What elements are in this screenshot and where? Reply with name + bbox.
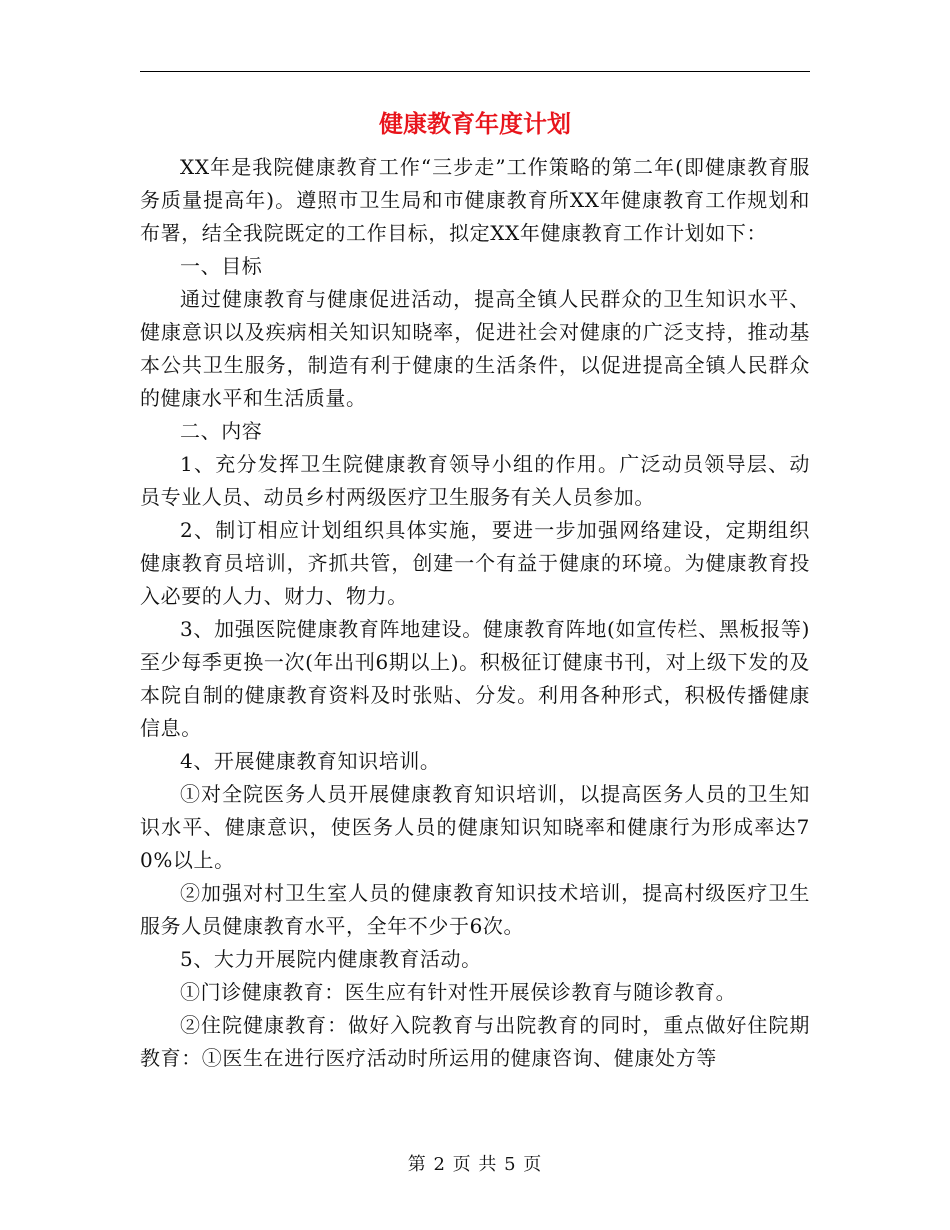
header-rule	[140, 71, 810, 72]
paragraph-item-2: 2、制订相应计划组织具体实施，要进一步加强网络建设，定期组织健康教育员培训，齐抓共管，创建一个有益于健康的环境。为健康教育投入必要的人力、财力、物力。	[140, 518, 810, 608]
heading-content: 二、内容	[180, 419, 263, 443]
paragraph-item-5-sub-1: ①门诊健康教育：医生应有针对性开展侯诊教育与随诊教育。	[180, 980, 737, 1004]
paragraph-item-3: 3、加强医院健康教育阵地建设。健康教育阵地(如宣传栏、黑板报等)至少每季更换一次(年出刊6期以上)。积极征订健康书刊，对上级下发的及本院自制的健康教育资料及时张贴、分发。利用各种形式，积极传播健康信息。	[140, 617, 810, 740]
paragraph-item-5-sub-2: ②住院健康教育：做好入院教育与出院教育的同时，重点做好住院期教育：①医生在进行医疗活动时所运用的健康咨询、健康处方等	[140, 1013, 810, 1070]
heading-goals: 一、目标	[180, 254, 263, 278]
paragraph-goals: 通过健康教育与健康促进活动，提高全镇人民群众的卫生知识水平、健康意识以及疾病相关知识知晓率，促进社会对健康的广泛支持，推动基本公共卫生服务，制造有利于健康的生活条件，以促进提高全镇人民群众的健康水平和生活质量。	[140, 287, 810, 410]
document-body	[140, 151, 810, 1075]
paragraph-intro: XX年是我院健康教育工作“三步走”工作策略的第二年(即健康教育服务质量提高年)。遵照市卫生局和市健康教育所XX年健康教育工作规划和布署，结全我院既定的工作目标，拟定XX年健康教育工作计划如下：	[140, 155, 810, 245]
paragraph-item-1: 1、充分发挥卫生院健康教育领导小组的作用。广泛动员领导层、动员专业人员、动员乡村两级医疗卫生服务有关人员参加。	[140, 452, 810, 509]
paragraph-item-5: 5、大力开展院内健康教育活动。	[180, 947, 482, 971]
document-title: 健康教育年度计划	[379, 109, 571, 138]
paragraph-item-4-sub-2: ②加强对村卫生室人员的健康教育知识技术培训，提高村级医疗卫生服务人员健康教育水平，全年不少于6次。	[140, 881, 810, 938]
paragraph-item-4: 4、开展健康教育知识培训。	[180, 749, 441, 773]
page-number-footer: 第 2 页 共 5 页	[407, 1154, 543, 1175]
paragraph-item-4-sub-1: ①对全院医务人员开展健康教育知识培训，以提高医务人员的卫生知识水平、健康意识，使医务人员的健康知识知晓率和健康行为形成率达70%以上。	[140, 782, 810, 872]
